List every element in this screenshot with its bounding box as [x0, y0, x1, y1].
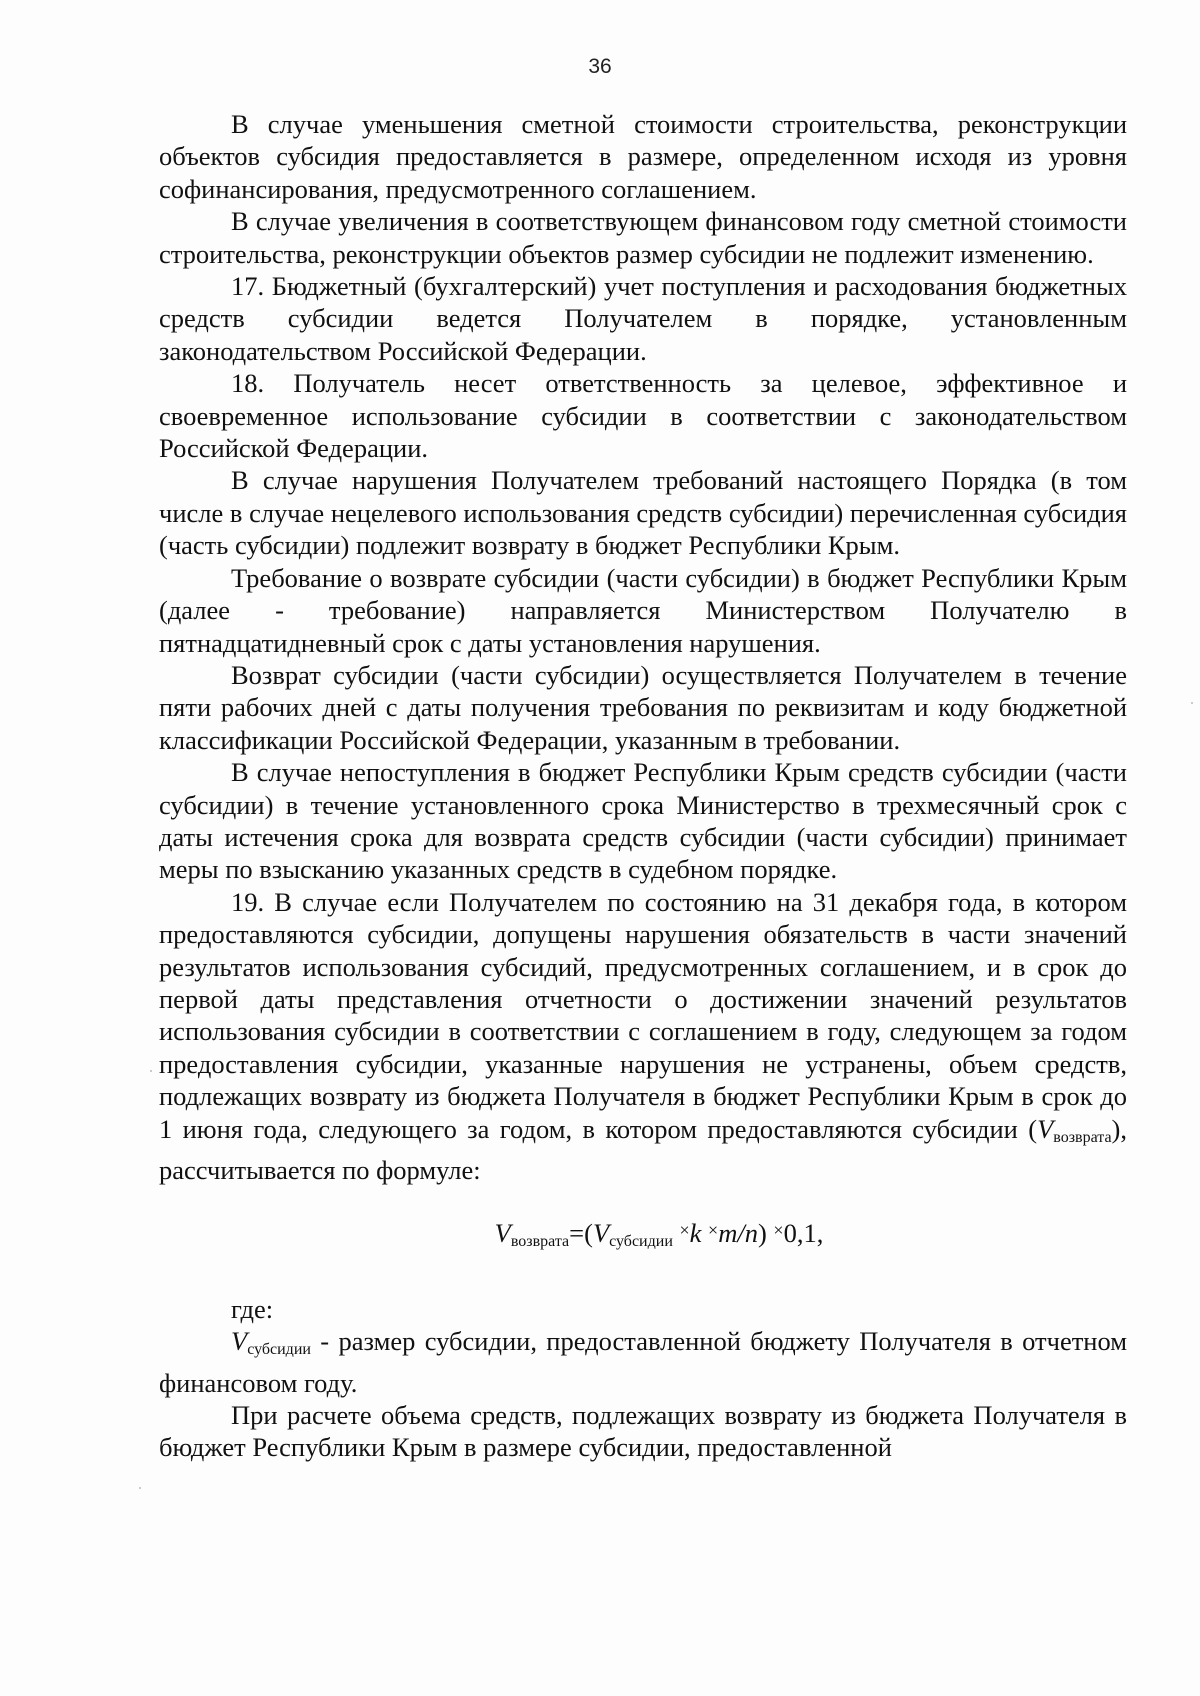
- scan-speck: [150, 1070, 152, 1072]
- variable-subscript: возврата: [1053, 1128, 1112, 1146]
- variable-v: V: [1037, 1113, 1054, 1144]
- paragraph-item-19: [159, 886, 1127, 1187]
- paragraph-definition: [159, 1325, 1127, 1399]
- scan-speck: [139, 1487, 141, 1489]
- paragraph: В случае непоступления в бюджет Республики Крым средств субсидии (части субсидии) в течение установленного срока Министерство в трехмесячный срок с даты истечения срока для возврата средств субсидии (части субсидии) принимает меры по взысканию указанных средств в судебном порядке.: [159, 757, 1127, 885]
- formula-times: ×: [679, 1220, 690, 1241]
- formula-times: ×: [708, 1220, 719, 1241]
- formula-close: ): [757, 1218, 767, 1249]
- formula-subscript: субсидии: [609, 1233, 673, 1251]
- variable-subscript: субсидии: [247, 1341, 311, 1359]
- paragraph: Возврат субсидии (части субсидии) осуществляется Получателем в течение пяти рабочих дней с даты получения требования по реквизитам и коду бюджетной классификации Российской Федерации, указанным в требовании.: [159, 659, 1127, 755]
- formula: [159, 1214, 1127, 1258]
- page-number: 36: [588, 55, 612, 78]
- paragraph-item-18: 18. Получатель несет ответственность за целевое, эффективное и своевременное использование субсидии в соответствии с законодательством Российской Федерации.: [159, 368, 1127, 464]
- paragraph-text-end: ), рассчитывается по формуле:: [159, 1113, 1127, 1185]
- scan-speck: [1191, 702, 1193, 704]
- formula-coefficient: 0,1,: [783, 1218, 824, 1249]
- document-body: [159, 108, 1127, 1464]
- formula-times: ×: [773, 1220, 784, 1241]
- formula-var-mn: m/n: [718, 1218, 758, 1249]
- variable-v: V: [231, 1326, 248, 1357]
- paragraph: При расчете объема средств, подлежащих возврату из бюджета Получателя в бюджет Республики Крым в размере субсидии, предоставленной: [159, 1400, 1127, 1463]
- formula-eq-open: =(: [569, 1218, 593, 1249]
- formula-var-v: V: [592, 1218, 610, 1249]
- paragraph-item-17: 17. Бюджетный (бухгалтерский) учет поступления и расходования бюджетных средств субсидии ведется Получателем в порядке, установленным законодательством Российской Федерации.: [159, 271, 1127, 366]
- paragraph: В случае нарушения Получателем требований настоящего Порядка (в том числе в случае нецелевого использования средств субсидии) перечисленная субсидия (часть субсидии) подлежит возврату в бюджет Республики Крым.: [159, 465, 1127, 561]
- paragraph-where: где:: [231, 1293, 274, 1324]
- paragraph: В случае уменьшения сметной стоимости строительства, реконструкции объектов субсидия предоставляется в размере, определенном исходя из уровня софинансирования, предусмотренного соглашением.: [159, 109, 1127, 204]
- formula-subscript: возврата: [510, 1233, 570, 1251]
- definition-text: - размер субсидии, предоставленной бюджету Получателя в отчетном финансовом году.: [159, 1326, 1127, 1398]
- formula-var-v: V: [494, 1218, 511, 1249]
- paragraph-text: 19. В случае если Получателем по состоянию на 31 декабря года, в котором предоставляются субсидии, допущены нарушения обязательств в части значений результатов использования субсидий, предусмотренных соглашением, и в срок до первой даты представления отчетности о достижении значений результатов использования субсидии в соответствии с соглашением в году, следующем за годом предоставления субсидии, указанные нарушения не устранены, объем средств, подлежащих возврату из бюджета Получателя в бюджет Республики Крым в срок до 1 июня года, следующего за годом, в котором предоставляются субсидии (: [159, 886, 1127, 1144]
- paragraph: В случае увеличения в соответствующем финансовом году сметной стоимости строительства, реконструкции объектов размер субсидии не подлежит изменению.: [159, 206, 1127, 269]
- formula-var-k: k: [689, 1218, 702, 1249]
- paragraph: Требование о возврате субсидии (части субсидии) в бюджет Республики Крым (далее - требование) направляется Министерством Получателю в пятнадцатидневный срок с даты установления нарушения.: [159, 562, 1127, 658]
